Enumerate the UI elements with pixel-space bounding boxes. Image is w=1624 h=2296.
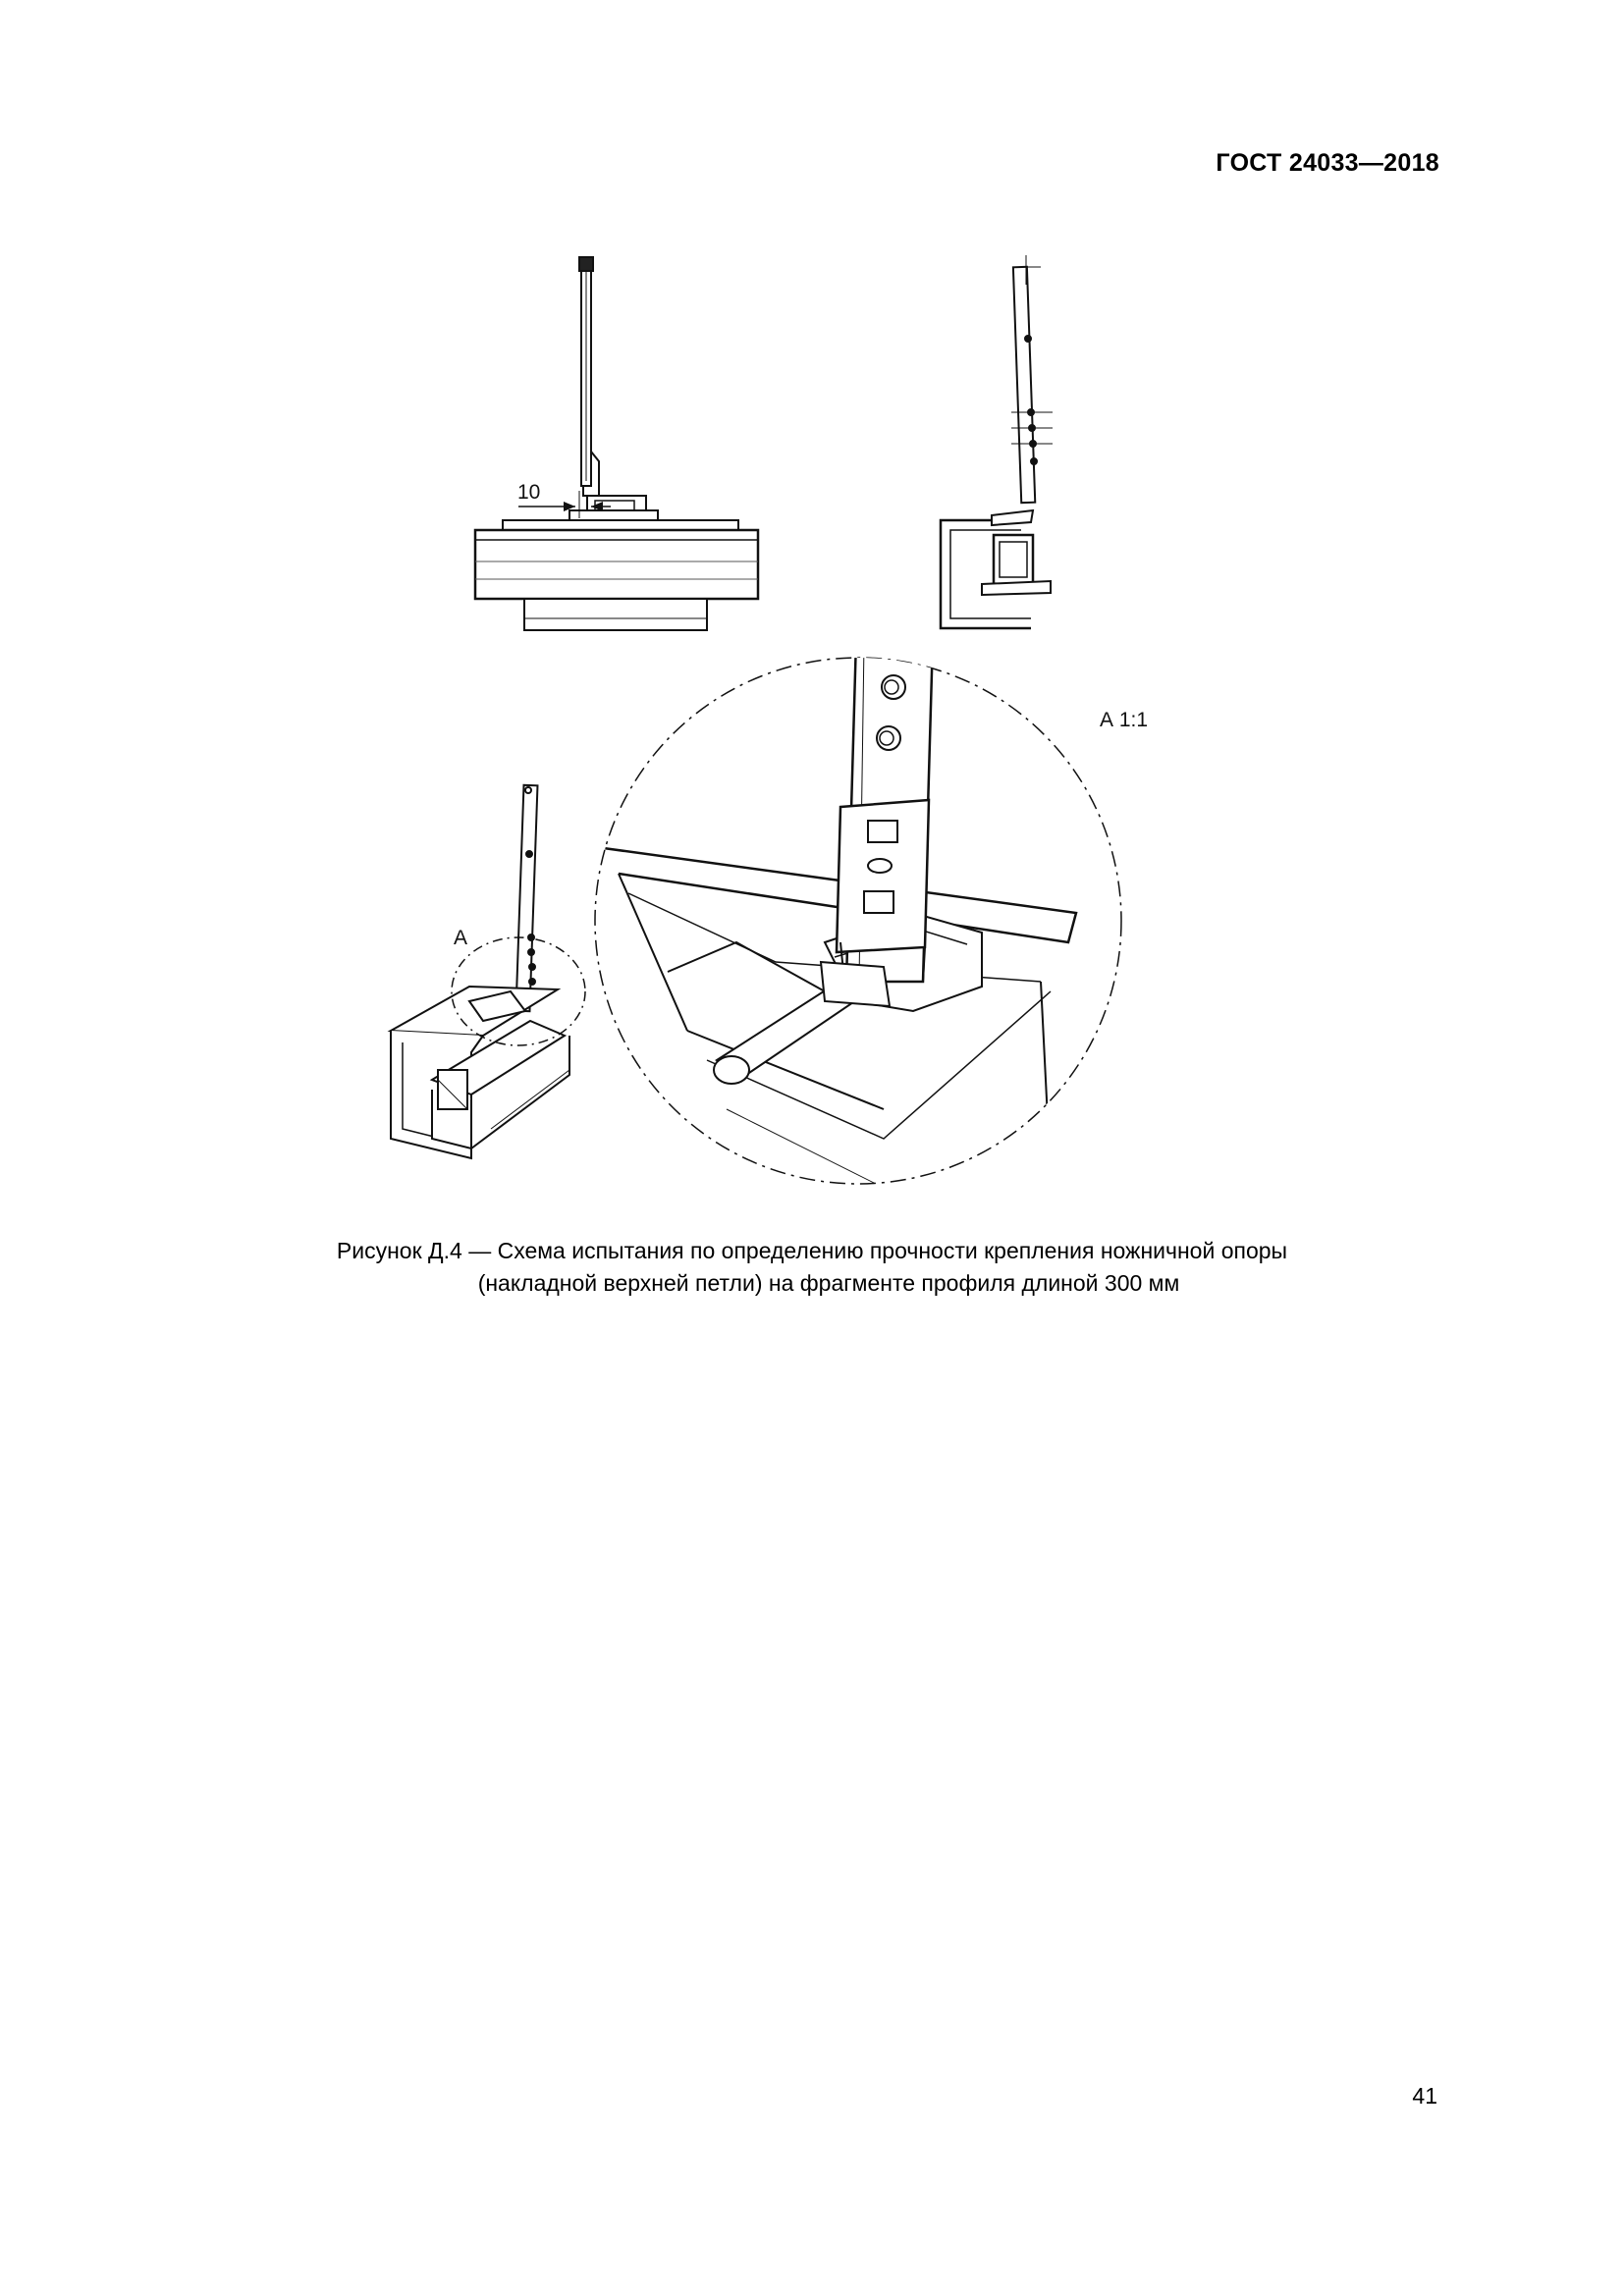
standard-code: ГОСТ 24033—2018	[1216, 149, 1439, 177]
figure-caption	[0, 1235, 1624, 1300]
side-view	[475, 257, 758, 630]
detail-marker: А	[454, 927, 468, 949]
caption-line-1: Рисунок Д.4 — Схема испытания по определению прочности крепления ножничной опоры	[336, 1238, 1288, 1263]
caption-line-2: (накладной верхней петли) на фрагменте профиля длиной 300 мм	[477, 1270, 1180, 1296]
page-number: 41	[1412, 2083, 1437, 2109]
detail-view	[589, 638, 1121, 1188]
front-view	[941, 255, 1053, 628]
dimension-label: 10	[517, 481, 541, 504]
detail-scale-label: А 1:1	[1100, 709, 1149, 731]
isometric-view	[391, 785, 585, 1158]
